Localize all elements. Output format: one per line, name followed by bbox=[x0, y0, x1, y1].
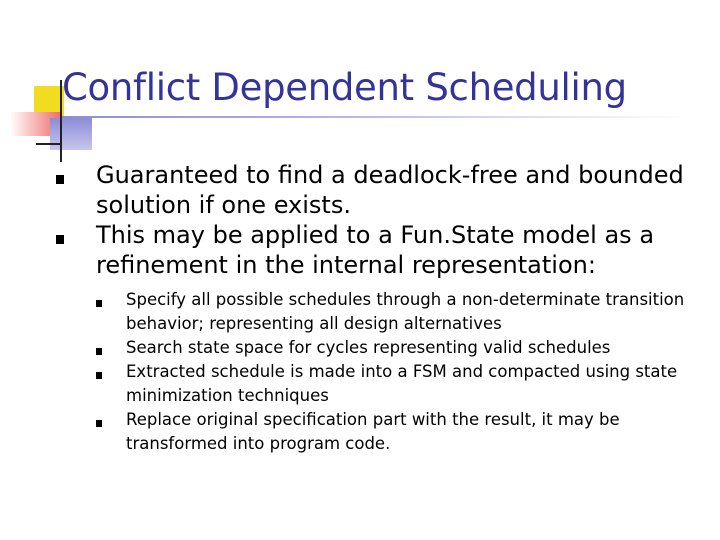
bullet-text: This may be applied to a Fun.State model as a refinement in the internal representation: bbox=[96, 221, 655, 279]
square-bullet-icon bbox=[56, 175, 64, 184]
decor-horizontal-line bbox=[36, 143, 62, 145]
title-underline bbox=[60, 116, 690, 118]
square-bullet-icon bbox=[96, 420, 102, 427]
bullet-list bbox=[56, 160, 696, 456]
sub-bullet-item bbox=[96, 336, 696, 360]
decor-blue-square bbox=[50, 118, 92, 150]
sub-bullet-text: Search state space for cycles representing valid schedules bbox=[126, 338, 611, 357]
slide-body bbox=[56, 160, 696, 456]
square-bullet-icon bbox=[96, 372, 102, 379]
bullet-item bbox=[56, 220, 696, 456]
sub-bullet-item bbox=[96, 360, 696, 408]
sub-bullet-text: Replace original specification part with the result, it may be transformed into program code. bbox=[126, 410, 620, 453]
sub-bullet-text: Specify all possible schedules through a non-determinate transition behavior; representing all design alternatives bbox=[126, 290, 685, 333]
slide-title: Conflict Dependent Scheduling bbox=[62, 66, 627, 109]
sub-bullet-list bbox=[96, 288, 696, 456]
sub-bullet-item bbox=[96, 408, 696, 456]
sub-bullet-text: Extracted schedule is made into a FSM and compacted using state minimization techniques bbox=[126, 362, 678, 405]
sub-bullet-item bbox=[96, 288, 696, 336]
square-bullet-icon bbox=[96, 300, 102, 307]
bullet-text: Guaranteed to find a deadlock-free and bounded solution if one exists. bbox=[96, 161, 684, 219]
bullet-item bbox=[56, 160, 696, 220]
square-bullet-icon bbox=[56, 235, 64, 244]
square-bullet-icon bbox=[96, 348, 102, 355]
